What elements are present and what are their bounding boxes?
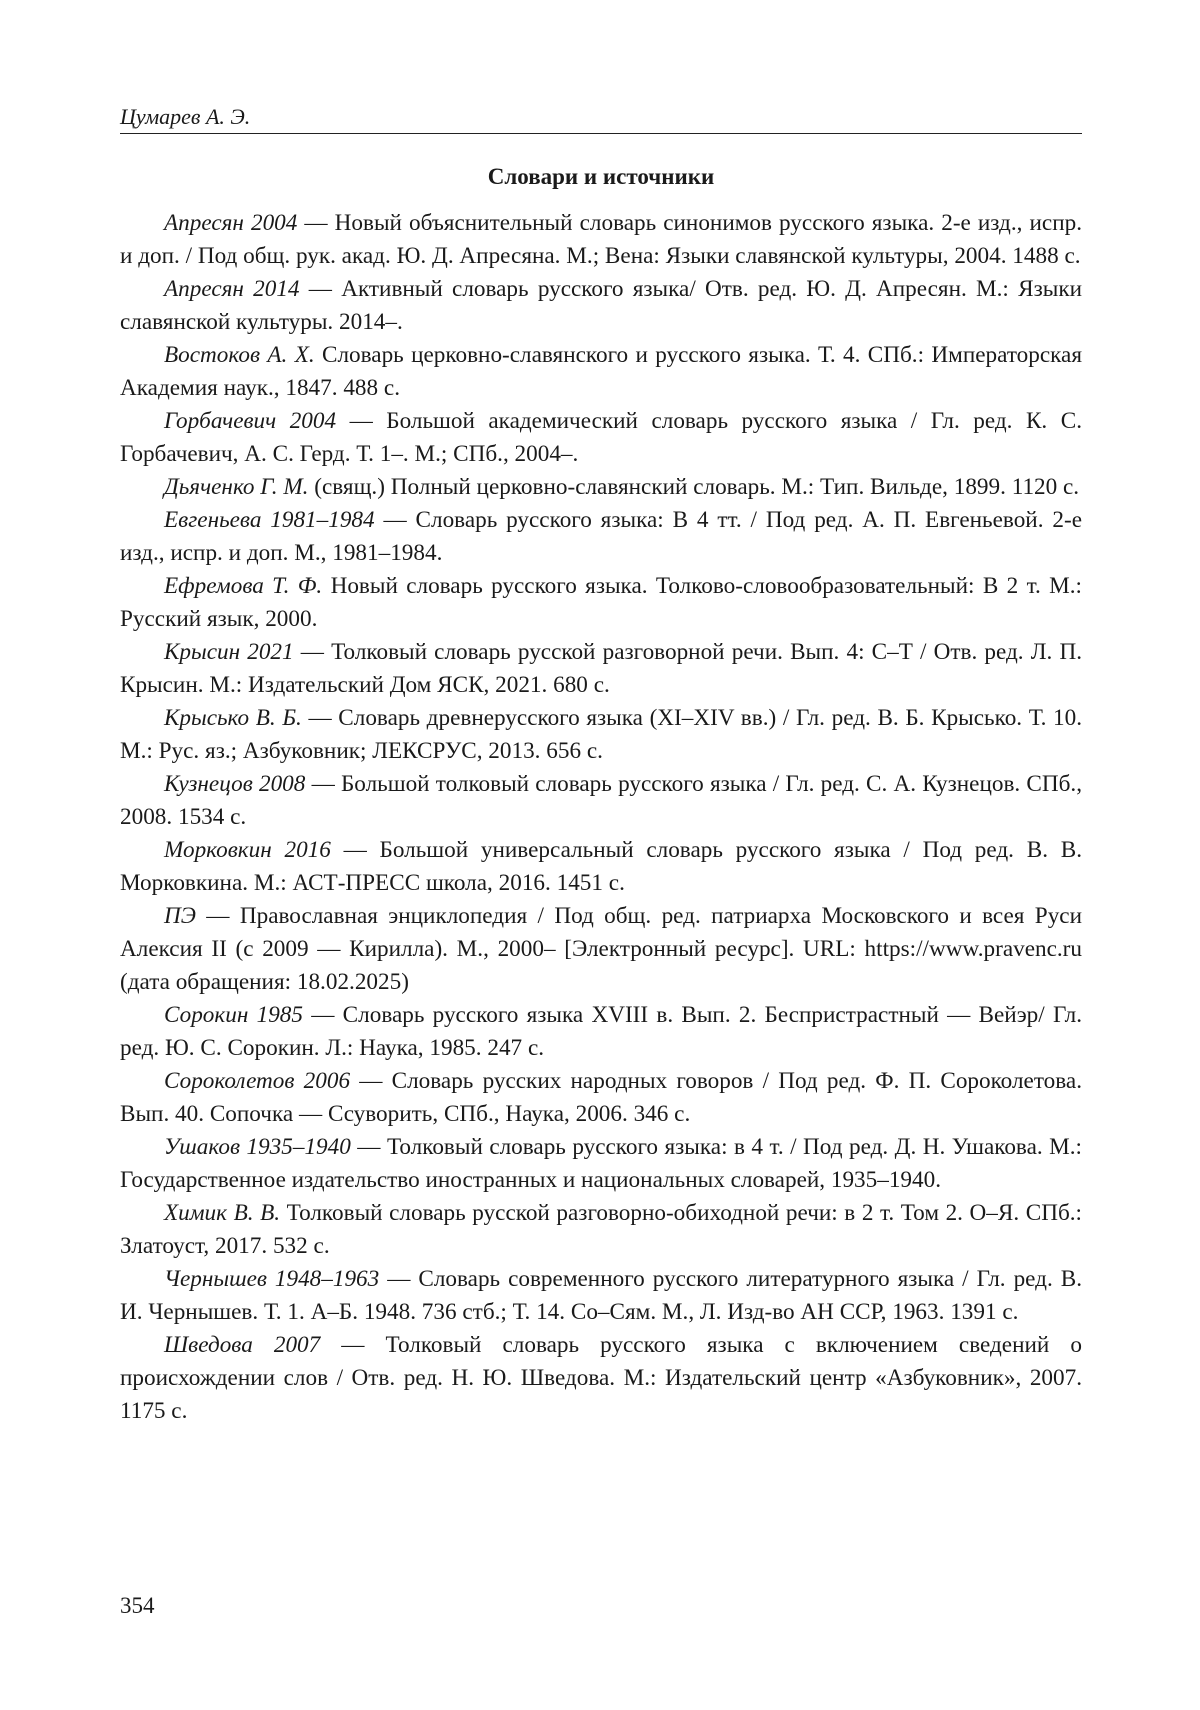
reference-text: — Большой академический словарь русского языка / Гл. ред. К. С. Горбачевич, А. С. Герд. Т. 1–. М.; СПб., 2004–. xyxy=(120,408,1082,467)
running-head: Цумарев А. Э. xyxy=(120,104,251,129)
reference-author: Апресян 2014 xyxy=(164,276,300,302)
reference-author: Сорокин 1985 xyxy=(164,1002,303,1028)
reference-author: Кузнецов 2008 xyxy=(164,771,306,797)
reference-author: Горбачевич 2004 xyxy=(164,408,337,434)
reference-entry xyxy=(120,339,1082,405)
reference-entry xyxy=(120,1263,1082,1329)
reference-entry xyxy=(120,834,1082,900)
reference-text: (свящ.) Полный церковно-славянский словарь. М.: Тип. Вильде, 1899. 1120 с. xyxy=(308,474,1080,500)
reference-text: Новый словарь русского языка. Толково-словообразовательный: В 2 т. М.: Русский язык, 2000. xyxy=(120,573,1082,632)
reference-author: Востоков А. Х. xyxy=(164,342,315,368)
reference-text: — Толковый словарь русского языка: в 4 т. / Под ред. Д. Н. Ушакова. М.: Государственное издательство иностранных и национальных словарей, 1935–1940. xyxy=(120,1134,1082,1193)
reference-author: ПЭ xyxy=(164,903,196,929)
reference-entry xyxy=(120,1197,1082,1263)
reference-entry xyxy=(120,900,1082,999)
reference-author: Крысин 2021 xyxy=(164,639,294,665)
reference-author: Сороколетов 2006 xyxy=(164,1068,351,1094)
reference-entry xyxy=(120,768,1082,834)
reference-text: — Большой толковый словарь русского языка / Гл. ред. С. А. Кузнецов. СПб., 2008. 1534 с. xyxy=(120,771,1083,830)
reference-author: Ефремова Т. Ф. xyxy=(164,573,323,599)
reference-entry xyxy=(120,471,1082,504)
reference-entry xyxy=(120,1329,1082,1428)
reference-entry xyxy=(120,999,1082,1065)
reference-author: Химик В. В. xyxy=(164,1200,281,1226)
reference-author: Апресян 2004 xyxy=(164,210,298,236)
reference-text: Словарь церковно-славянского и русского языка. Т. 4. СПб.: Императорская Академия наук., 1847. 488 с. xyxy=(120,342,1082,401)
reference-text: — Активный словарь русского языка/ Отв. ред. Ю. Д. Апресян. М.: Языки славянской культуры. 2014–. xyxy=(120,276,1082,335)
reference-entry xyxy=(120,1065,1082,1131)
reference-entry xyxy=(120,504,1082,570)
reference-entry xyxy=(120,636,1082,702)
reference-entry xyxy=(120,273,1082,339)
reference-author: Дьяченко Г. М. xyxy=(164,474,309,500)
reference-text: Толковый словарь русской разговорно-обиходной речи: в 2 т. Том 2. О–Я. СПб.: Златоуст, 2017. 532 с. xyxy=(120,1200,1082,1259)
header-rule xyxy=(120,133,1082,134)
reference-text: — Словарь древнерусского языка (XI–XIV вв.) / Гл. ред. В. Б. Крысько. Т. 10. М.: Рус. яз.; Азбуковник; ЛЕКСРУС, 2013. 656 с. xyxy=(120,705,1083,764)
reference-text: — Словарь русского языка XVIII в. Вып. 2. Беспристрастный — Вейэр/ Гл. ред. Ю. С. Сорокин. Л.: Наука, 1985. 247 с. xyxy=(120,1002,1082,1061)
reference-entry xyxy=(120,405,1082,471)
reference-entry xyxy=(120,1131,1082,1197)
reference-author: Крысько В. Б. xyxy=(164,705,302,731)
reference-text: — Толковый словарь русского языка с включением сведений о происхождении слов / Отв. ред. Н. Ю. Шведова. М.: Издательский центр «Азбуковник», 2007. 1175 с. xyxy=(120,1332,1082,1424)
reference-entry xyxy=(120,570,1082,636)
reference-author: Морковкин 2016 xyxy=(164,837,331,863)
reference-text: — Словарь русских народных говоров / Под ред. Ф. П. Сороколетова. Вып. 40. Сопочка — Ссуворить, СПб., Наука, 2006. 346 с. xyxy=(120,1068,1082,1127)
reference-entry xyxy=(120,702,1082,768)
reference-entry xyxy=(120,207,1082,273)
reference-text: — Большой универсальный словарь русского языка / Под ред. В. В. Морковкина. М.: АСТ-ПРЕСС школа, 2016. 1451 с. xyxy=(120,837,1082,896)
reference-text: — Словарь современного русского литературного языка / Гл. ред. В. И. Чернышев. Т. 1. А–Б. 1948. 736 стб.; Т. 14. Со–Сям. М., Л. Изд-во АН ССР, 1963. 1391 с. xyxy=(120,1266,1082,1325)
reference-list xyxy=(120,207,1082,1428)
reference-text: — Толковый словарь русской разговорной речи. Вып. 4: С–Т / Отв. ред. Л. П. Крысин. М.: Издательский Дом ЯСК, 2021. 680 с. xyxy=(120,639,1082,698)
page-number: 354 xyxy=(120,1593,155,1618)
reference-text: — Православная энциклопедия / Под общ. ред. патриарха Московского и всея Руси Алексия II (с 2009 — Кирилла). М., 2000– [Электронный ресурс]. URL: https://www.pravenc.ru (дата обращения: 18.02.2025) xyxy=(120,903,1082,995)
reference-text: — Словарь русского языка: В 4 тт. / Под ред. А. П. Евгеньевой. 2-е изд., испр. и доп. М., 1981–1984. xyxy=(120,507,1082,566)
reference-author: Ушаков 1935–1940 xyxy=(164,1134,351,1160)
section-title: Словари и источники xyxy=(487,164,715,189)
reference-author: Шведова 2007 xyxy=(164,1332,321,1358)
reference-author: Чернышев 1948–1963 xyxy=(164,1266,380,1292)
reference-text: — Новый объяснительный словарь синонимов русского языка. 2-е изд., испр. и доп. / Под общ. рук. акад. Ю. Д. Апресяна. М.; Вена: Языки славянской культуры, 2004. 1488 с. xyxy=(120,210,1082,269)
reference-author: Евгеньева 1981–1984 xyxy=(164,507,375,533)
